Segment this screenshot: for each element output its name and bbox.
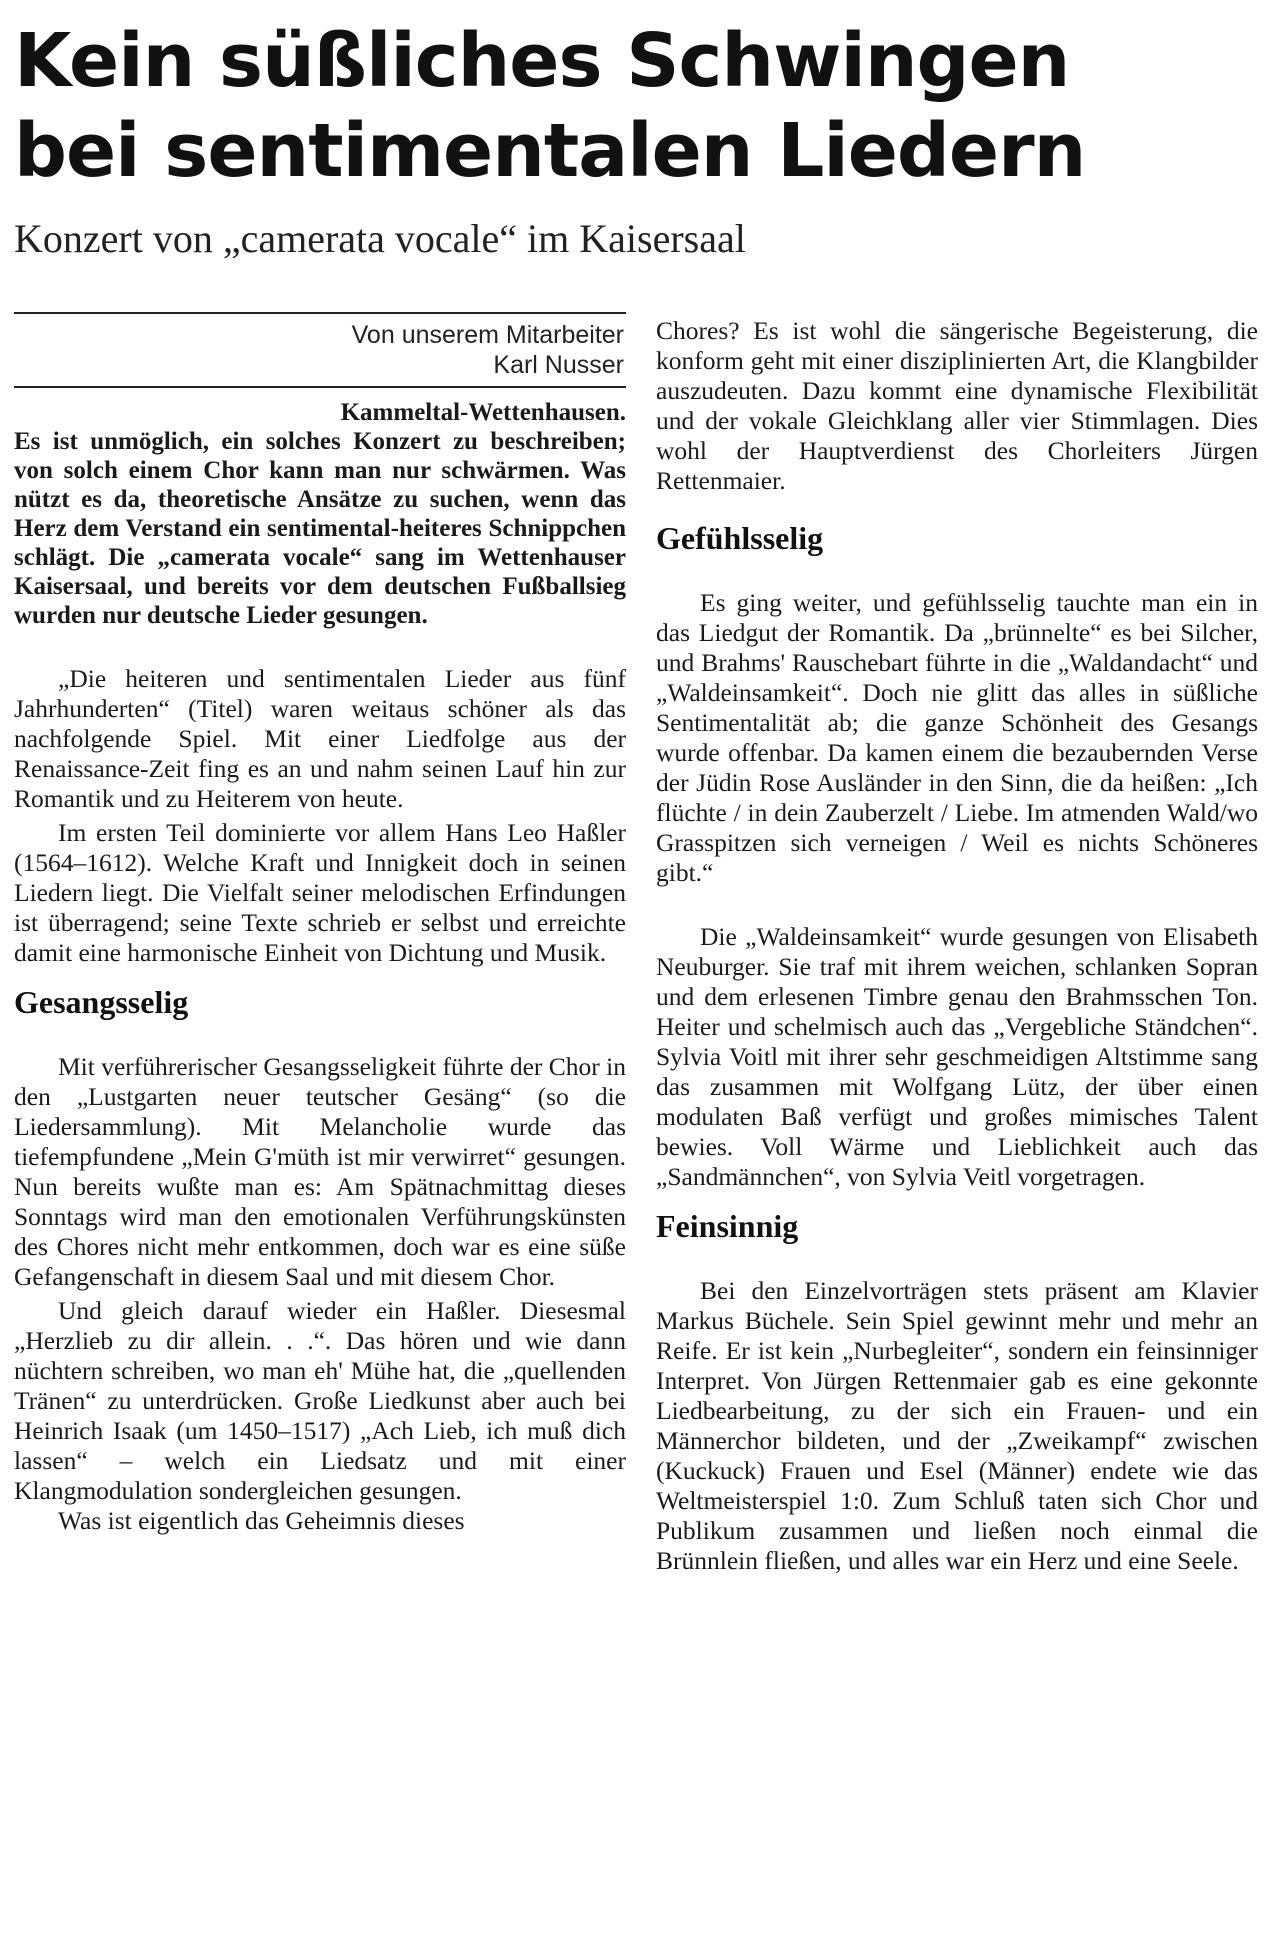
body-paragraph: Bei den Einzelvorträgen stets präsent am Klavier Markus Büchele. Sein Spiel gewinnt mehr und mehr an Reife. Er ist kein „Nurbegleiter“, sondern ein feinsinniger Interpret. Von Jürgen Rettenmaier gab es eine gekonnte Liedbearbeitung, zu der sich ein Frauen- und ein Männerchor bildeten, und der „Zweikampf“ zwischen (Kuckuck) Frauen und Esel (Männer) endete wie das Weltmeisterspiel 1:0. Zum Schluß taten sich Chor und Publikum zusammen und ließen noch einmal die Brünnlein fließen, und alles war ein Herz und eine Seele. — [656, 1276, 1258, 1575]
byline — [14, 314, 626, 386]
body-paragraph: Was ist eigentlich das Geheimnis dieses — [58, 1506, 465, 1535]
spacer — [14, 630, 626, 664]
body-paragraph: Im ersten Teil dominierte vor allem Hans Leo Haßler (1564–1612). Welche Kraft und Innigkeit doch in seinen Liedern liegt. Die Vielfalt seiner melodischen Erfindungen ist überragend; seine Texte schrieb er selbst und erreichte damit eine harmonische Einheit von Dichtung und Musik. — [14, 818, 626, 967]
lead-paragraph — [14, 398, 626, 630]
body-paragraph: Und gleich darauf wieder ein Haßler. Diesesmal „Herzlieb zu dir allein. . .“. Das hören und wie dann nüchtern schreiben, wo man eh' Mühe hat, die „quellenden Tränen“ zu unterdrücken. Große Liedkunst aber auch bei Heinrich Isaak (um 1450–1517) „Ach Lieb, ich muß dich lassen“ – welch ein Liedsatz und mit einer Klangmodulation sondergleichen gesungen. — [14, 1296, 626, 1505]
subheadline: Konzert von „camerata vocale“ im Kaisersaal — [14, 216, 746, 261]
headline — [14, 16, 1264, 196]
byline-bottom-rule — [14, 386, 626, 388]
body-paragraph: Es ging weiter, und gefühlsselig tauchte man ein in das Liedgut der Romantik. Da „brünnelte“ es bei Silcher, und Brahms' Rauschebart führte in die „Waldandacht“ und „Waldeinsamkeit“. Doch nie glitt das alles in süßliche Sentimentalität ab; die ganze Schönheit des Gesangs wurde offenbar. Da kamen einem die bezaubernden Verse der Jüdin Rose Ausländer in den Sinn, die da heißen: „Ich flüchte / in dein Zauberzelt / Liebe. Im atmenden Wald/wo Grasspitzen sich verneigen / Weil es nichts Schöneres gibt.“ — [656, 588, 1258, 887]
body-paragraph: „Die heiteren und sentimentalen Lieder aus fünf Jahrhunderten“ (Titel) waren weitaus schöner als das nachfolgende Spiel. Mit einer Liedfolge aus der Renaissance-Zeit fing es an und nahm seinen Lauf hin zur Romantik und zu Heiterem von heute. — [14, 664, 626, 813]
subheading-feinsinnig: Feinsinnig — [656, 1208, 799, 1244]
subheading-gefuehlsselig: Gefühlsselig — [656, 520, 824, 556]
byline-role: Von unserem Mitarbeiter — [351, 321, 624, 349]
subheading-gesangsselig: Gesangsselig — [14, 984, 189, 1020]
dateline: Kammeltal-Wettenhausen. — [340, 399, 626, 426]
right-column — [656, 316, 1258, 1576]
lead-text: Es ist unmöglich, ein solches Konzert zu beschreiben; von solch einem Chor kann man nur schwärmen. Was nützt es da, theoretische Ansätze zu suchen, wenn das Herz dem Verstand ein sentimental-heiteres Schnippchen schlägt. Die „camerata vocale“ sang im Wettenhauser Kaisersaal, und bereits vor dem deutschen Fußballsieg wurden nur deutsche Lieder gesungen. — [14, 428, 626, 629]
left-column — [14, 312, 626, 1536]
byline-author: Karl Nusser — [493, 351, 624, 379]
spacer — [656, 888, 1258, 922]
body-paragraph: Die „Waldeinsamkeit“ wurde gesungen von Elisabeth Neuburger. Sie traf mit ihrem weichen, schlanken Sopran und dem erlesenen Timbre genau den Brahmsschen Ton. Heiter und schelmisch auch das „Vergebliche Ständchen“. Sylvia Voitl mit ihrer sehr geschmeidigen Altstimme sang das zusammen mit Wolfgang Lütz, der über einen modulaten Baß verfügt und großes mimisches Talent bewies. Voll Wärme und Lieblichkeit auch das „Sandmännchen“, von Sylvia Veitl vorgetragen. — [656, 922, 1258, 1191]
headline-line-1: Kein süßliches Schwingen — [14, 18, 1070, 104]
headline-line-2: bei sentimentalen Liedern — [14, 108, 1086, 194]
body-paragraph: Mit verführerischer Gesangsseligkeit führte der Chor in den „Lustgarten neuer teutscher Gesäng“ (so die Liedersammlung). Mit Melancholie wurde das tiefempfundene „Mein G'müth ist mir verwirret“ gesungen. Nun bereits wußte man es: Am Spätnachmittag dieses Sonntags wird man den emotionalen Verführungskünsten des Chores nicht mehr entkommen, doch war es eine süße Gefangenschaft in diesem Saal und mit diesem Chor. — [14, 1052, 626, 1291]
body-paragraph-continued: Chores? Es ist wohl die sängerische Begeisterung, die konform geht mit einer disziplinierten Art, die Klangbilder auszudeuten. Dazu kommt eine dynamische Flexibilität und der vokale Gleichklang aller vier Stimmlagen. Dies wohl der Hauptverdienst des Chorleiters Jürgen Rettenmaier. — [656, 316, 1258, 495]
